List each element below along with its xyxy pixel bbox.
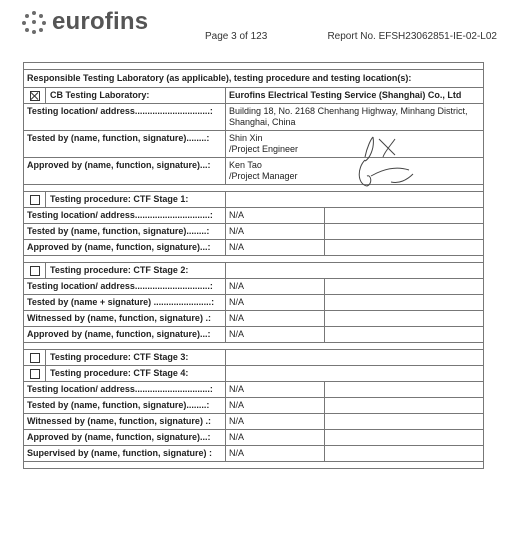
cb-lab-value: Eurofins Electrical Testing Service (Shanghai) Co., Ltd [229, 90, 462, 100]
stage2-approved-value: N/A [226, 327, 325, 342]
stage2-tested-row [24, 295, 483, 311]
stage34-tested-value: N/A [226, 398, 325, 413]
stage34-location-label: Testing location/ address..............................: [24, 382, 226, 397]
location-value: Building 18, No. 2168 Chenhang Highway, Minhang District, Shanghai, China [229, 106, 468, 127]
stage34-approved-row [24, 430, 483, 446]
stage34-witnessed-value: N/A [226, 414, 325, 429]
approved-by-function: /Project Manager [229, 171, 298, 181]
stage3-title-row [24, 350, 483, 366]
stage2-witnessed-value: N/A [226, 311, 325, 326]
stage2-approved-label: Approved by (name, function, signature)...: [24, 327, 226, 342]
stage2-title-row [24, 263, 483, 279]
stage1-title: Testing procedure: CTF Stage 1: [46, 192, 226, 207]
stage34-supervised-label: Supervised by (name, function, signature) : [24, 446, 226, 461]
tested-by-name: Shin Xin [229, 133, 263, 143]
stage2-location-row [24, 279, 483, 295]
stage34-tested-row [24, 398, 483, 414]
stage1-approved-value: N/A [226, 240, 325, 255]
tested-by-label: Tested by (name, function, signature)........: [24, 131, 226, 157]
tested-by-function: /Project Engineer [229, 144, 299, 154]
stage1-tested-row [24, 224, 483, 240]
stage1-location-value: N/A [226, 208, 325, 223]
stage2-approved-row [24, 327, 483, 343]
stage4-title: Testing procedure: CTF Stage 4: [46, 366, 226, 381]
stage2-checkbox-cell [24, 263, 46, 278]
stage2-checkbox[interactable] [30, 266, 40, 276]
stage2-location-label: Testing location/ address..............................: [24, 279, 226, 294]
logo-dots-icon [22, 9, 48, 35]
approved-by-row [24, 158, 483, 185]
stage1-checkbox-cell [24, 192, 46, 207]
stage34-approved-value: N/A [226, 430, 325, 445]
stage34-supervised-row [24, 446, 483, 462]
stage1-title-row [24, 192, 483, 208]
stage2-tested-value: N/A [226, 295, 325, 310]
eurofins-logo [22, 8, 148, 36]
stage3-title: Testing procedure: CTF Stage 3: [46, 350, 226, 365]
page-number: Page 3 of 123 [205, 31, 268, 42]
section-heading-row [24, 70, 483, 88]
cb-lab-label: CB Testing Laboratory: [46, 88, 226, 103]
cb-lab-checkbox-cell [24, 88, 46, 103]
spacer-row [24, 256, 483, 263]
stage34-witnessed-row [24, 414, 483, 430]
stage4-checkbox[interactable] [30, 369, 40, 379]
report-number: Report No. EFSH23062851-IE-02-L02 [327, 31, 497, 42]
cb-lab-checkbox[interactable] [30, 91, 40, 101]
stage2-tested-label: Tested by (name + signature) .......................: [24, 295, 226, 310]
logo-text: eurofins [52, 8, 149, 35]
stage1-approved-row [24, 240, 483, 256]
approved-by-name: Ken Tao [229, 160, 262, 170]
stage1-location-label: Testing location/ address..............................: [24, 208, 226, 223]
stage34-location-row [24, 382, 483, 398]
spacer-row [24, 462, 483, 469]
stage1-tested-label: Tested by (name, function, signature)........: [24, 224, 226, 239]
stage4-checkbox-cell [24, 366, 46, 381]
page-header [0, 0, 505, 50]
cb-lab-row [24, 88, 483, 104]
location-row [24, 104, 483, 131]
stage1-approved-label: Approved by (name, function, signature)...: [24, 240, 226, 255]
stage34-approved-label: Approved by (name, function, signature)...: [24, 430, 226, 445]
stage3-checkbox[interactable] [30, 353, 40, 363]
testing-lab-form [23, 62, 484, 469]
stage2-title: Testing procedure: CTF Stage 2: [46, 263, 226, 278]
stage2-location-value: N/A [226, 279, 325, 294]
stage1-tested-value: N/A [226, 224, 325, 239]
approved-by-label: Approved by (name, function, signature)...: [24, 158, 226, 184]
approved-signature-icon [351, 154, 423, 192]
stage1-checkbox[interactable] [30, 195, 40, 205]
stage1-location-row [24, 208, 483, 224]
stage34-tested-label: Tested by (name, function, signature)........: [24, 398, 226, 413]
spacer-row [24, 63, 483, 70]
spacer-row [24, 343, 483, 350]
stage34-supervised-value: N/A [226, 446, 325, 461]
responsible-heading: Responsible Testing Laboratory (as applicable), testing procedure and testing location(s): [27, 73, 412, 83]
stage4-title-row [24, 366, 483, 382]
stage3-checkbox-cell [24, 350, 46, 365]
stage34-witnessed-label: Witnessed by (name, function, signature) .: [24, 414, 226, 429]
stage34-location-value: N/A [226, 382, 325, 397]
stage2-witnessed-label: Witnessed by (name, function, signature) .: [24, 311, 226, 326]
location-label: Testing location/ address..............................: [24, 104, 226, 130]
stage2-witnessed-row [24, 311, 483, 327]
